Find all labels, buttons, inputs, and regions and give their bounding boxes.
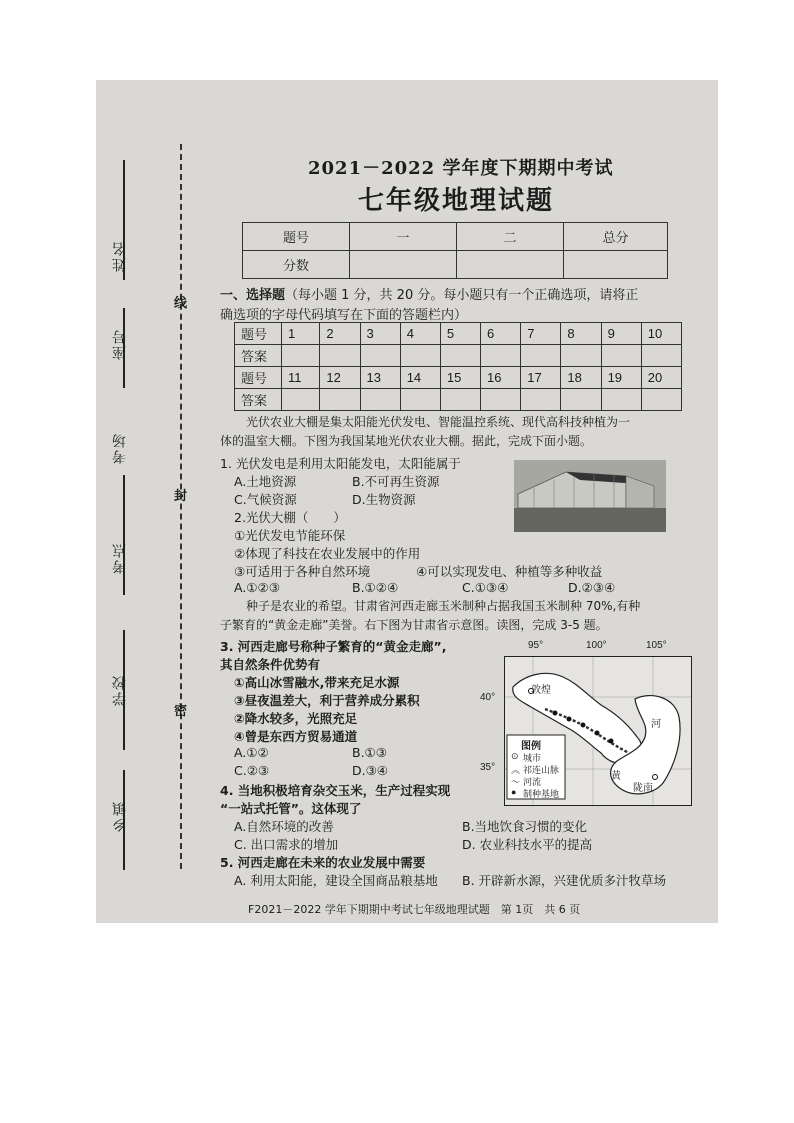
- legend-mountain: 祁连山脉: [523, 765, 560, 775]
- q2-stem: 2.光伏大棚（ ）: [234, 510, 346, 525]
- grid-qnum: 5: [440, 323, 480, 345]
- answer-grid: [234, 322, 682, 411]
- q3-statement-3: ③昼夜温差大，利于营养成分累积: [234, 693, 420, 708]
- answer-cell[interactable]: [400, 389, 440, 411]
- score-cell: 二: [457, 223, 564, 251]
- q3-statement-4: ④曾是东西方贸易通道: [234, 729, 358, 744]
- q2-statement-3: ③可适用于各种自然环境: [234, 564, 371, 579]
- grid-qnum: 15: [440, 367, 480, 389]
- binding-dashed-line: [180, 144, 182, 869]
- q2-statement-1: ①光伏发电节能环保: [234, 528, 346, 543]
- q5-option-a[interactable]: A. 利用太阳能，建设全国商品粮基地: [234, 873, 438, 888]
- margin-field-name: 姓名: [112, 240, 128, 272]
- answer-cell[interactable]: [282, 389, 320, 411]
- score-input-cell[interactable]: [457, 251, 564, 279]
- answer-cell[interactable]: [440, 389, 480, 411]
- q1-option-b[interactable]: B.不可再生资源: [352, 474, 440, 489]
- grid-qnum: 11: [282, 367, 320, 389]
- legend-mountain-icon: ︽: [511, 765, 521, 775]
- margin-field-school: 学校: [112, 674, 128, 706]
- q2-option-d[interactable]: D.②③④: [568, 580, 616, 595]
- grid-qnum: 8: [561, 323, 601, 345]
- margin-field-room: 考场: [112, 432, 128, 464]
- q1-stem: 1. 光伏发电是利用太阳能发电，太阳能属于: [220, 456, 461, 471]
- answer-cell[interactable]: [481, 345, 521, 367]
- gansu-map: [504, 656, 692, 806]
- grid-qnum: 13: [360, 367, 400, 389]
- grid-qnum: 10: [641, 323, 681, 345]
- section-title: 一、选择题: [220, 288, 286, 303]
- score-cell: 一: [350, 223, 457, 251]
- exam-paper-photo: [96, 80, 718, 923]
- answer-cell[interactable]: [521, 345, 561, 367]
- q2-option-c[interactable]: C.①③④: [462, 580, 509, 595]
- q3-option-d[interactable]: D.③④: [352, 763, 389, 778]
- grid-qnum: 6: [481, 323, 521, 345]
- grid-qnum: 3: [360, 323, 400, 345]
- passage-1-line-1: 光伏农业大棚是集太阳能光伏发电、智能温控系统、现代高科技种植为一: [246, 415, 631, 429]
- section-heading: [220, 284, 638, 303]
- answer-cell[interactable]: [561, 389, 601, 411]
- answer-cell[interactable]: [601, 389, 641, 411]
- answer-cell[interactable]: [641, 389, 681, 411]
- score-cell: 分数: [243, 251, 350, 279]
- q3-stem-1: 3. 河西走廊号称种子繁育的“黄金走廊”,: [220, 639, 447, 654]
- answer-cell[interactable]: [561, 345, 601, 367]
- grid-label: 答案: [235, 345, 282, 367]
- map-lat-35: 35°: [480, 762, 496, 773]
- legend-seed-base: 制种基地: [523, 789, 560, 799]
- legend-city: 城市: [523, 753, 542, 763]
- legend-seed-base-icon: ●: [511, 787, 517, 797]
- exam-title: 2021－2022 学年度下期期中考试: [308, 158, 614, 179]
- passage-2-line-1: 种子是农业的希望。甘肃省河西走廊玉米制种占据我国玉米制种 70%,有种: [246, 599, 641, 613]
- grid-label: 答案: [235, 389, 282, 411]
- grid-qnum: 9: [601, 323, 641, 345]
- answer-cell[interactable]: [320, 389, 360, 411]
- map-lon-100: 100°: [586, 640, 607, 651]
- q4-stem-2: “一站式托管”。这体现了: [220, 801, 362, 816]
- answer-cell[interactable]: [320, 345, 360, 367]
- score-table: [242, 222, 668, 279]
- grid-qnum: 2: [320, 323, 360, 345]
- q4-option-a[interactable]: A.自然环境的改善: [234, 819, 334, 834]
- passage-1-line-2: 体的温室大棚。下图为我国某地光伏农业大棚。据此，完成下面小题。: [220, 434, 593, 448]
- q2-statement-4: ④可以实现发电、种植等多种收益: [416, 564, 603, 579]
- q1-option-a[interactable]: A.土地资源: [234, 474, 297, 489]
- q4-option-d[interactable]: D. 农业科技水平的提高: [462, 837, 593, 852]
- margin-field-town: 乡镇: [112, 800, 128, 832]
- score-input-cell[interactable]: [350, 251, 457, 279]
- grid-qnum: 14: [400, 367, 440, 389]
- q2-option-b[interactable]: B.①②④: [352, 580, 399, 595]
- grid-qnum: 17: [521, 367, 561, 389]
- answer-cell[interactable]: [360, 389, 400, 411]
- answer-cell[interactable]: [641, 345, 681, 367]
- grid-qnum: 7: [521, 323, 561, 345]
- grid-qnum: 4: [400, 323, 440, 345]
- score-cell: 题号: [243, 223, 350, 251]
- grid-qnum: 18: [561, 367, 601, 389]
- answer-cell[interactable]: [400, 345, 440, 367]
- score-input-cell[interactable]: [564, 251, 668, 279]
- grid-qnum: 20: [641, 367, 681, 389]
- map-lon-95: 95°: [528, 640, 544, 651]
- page-footer: F2021－2022 学年下期期中考试七年级地理试题 第 1页 共 6 页: [248, 903, 581, 916]
- q3-option-c[interactable]: C.②③: [234, 763, 270, 778]
- grid-label: 题号: [235, 367, 282, 389]
- solar-greenhouse-photo: [514, 460, 666, 532]
- q4-stem-1: 4. 当地积极培育杂交玉米，生产过程实现: [220, 783, 451, 798]
- q1-option-c[interactable]: C.气候资源: [234, 492, 297, 507]
- map-label-he: 河: [651, 719, 661, 730]
- room-underline: [123, 475, 125, 595]
- grid-qnum: 1: [282, 323, 320, 345]
- map-lon-105: 105°: [646, 640, 667, 651]
- grid-qnum: 16: [481, 367, 521, 389]
- q5-option-b[interactable]: B. 开辟新水源，兴建优质多汁牧草场: [462, 873, 667, 888]
- answer-cell[interactable]: [521, 389, 561, 411]
- legend-river: 河流: [523, 777, 542, 787]
- answer-cell[interactable]: [282, 345, 320, 367]
- q5-stem: 5. 河西走廊在未来的农业发展中需要: [220, 855, 426, 870]
- q3-statement-1: ①高山冰雪融水,带来充足水源: [234, 675, 400, 690]
- q4-option-b[interactable]: B.当地饮食习惯的变化: [462, 819, 588, 834]
- map-legend-title: 图例: [521, 741, 541, 752]
- score-cell: 总分: [564, 223, 668, 251]
- answer-cell[interactable]: [601, 345, 641, 367]
- q3-stem-2: 其自然条件优势有: [220, 657, 321, 672]
- map-label-dunhuang: 敦煌: [531, 685, 551, 696]
- map-lat-40: 40°: [480, 692, 496, 703]
- q2-option-a[interactable]: A.①②③: [234, 580, 280, 595]
- legend-river-icon: 〜: [511, 777, 521, 787]
- section-instruction-2: 确选项的字母代码填写在下面的答题栏内）: [220, 308, 468, 323]
- q1-option-d[interactable]: D.生物资源: [352, 492, 416, 507]
- section-instruction: （每小题 1 分，共 20 分。每小题只有一个正确选项，请将正: [285, 288, 639, 303]
- q3-statement-2: ②降水较多，光照充足: [234, 711, 358, 726]
- seal-char-secret: 密: [174, 704, 188, 719]
- seal-char-seal: 封: [174, 489, 188, 504]
- grid-qnum: 19: [601, 367, 641, 389]
- subject-title: 七年级地理试题: [358, 186, 555, 216]
- map-label-huang: 黄: [611, 771, 621, 782]
- grid-qnum: 12: [320, 367, 360, 389]
- answer-cell[interactable]: [481, 389, 521, 411]
- legend-city-icon: ⊙: [511, 751, 519, 761]
- seal-char-line: 线: [174, 296, 188, 311]
- passage-2-line-2: 子繁育的“黄金走廊”美誉。右下图为甘肃省示意图。读图，完成 3-5 题。: [220, 618, 608, 632]
- margin-field-seat: 座号: [112, 328, 128, 360]
- q3-option-a[interactable]: A.①②: [234, 745, 269, 760]
- q2-statement-2: ②体现了科技在农业发展中的作用: [234, 546, 421, 561]
- grid-label: 题号: [235, 323, 282, 345]
- answer-cell[interactable]: [360, 345, 400, 367]
- answer-cell[interactable]: [440, 345, 480, 367]
- map-label-longnan: 陇南: [633, 783, 653, 794]
- margin-field-site: 考点: [112, 542, 128, 574]
- q4-option-c[interactable]: C. 出口需求的增加: [234, 837, 339, 852]
- q3-option-b[interactable]: B.①③: [352, 745, 387, 760]
